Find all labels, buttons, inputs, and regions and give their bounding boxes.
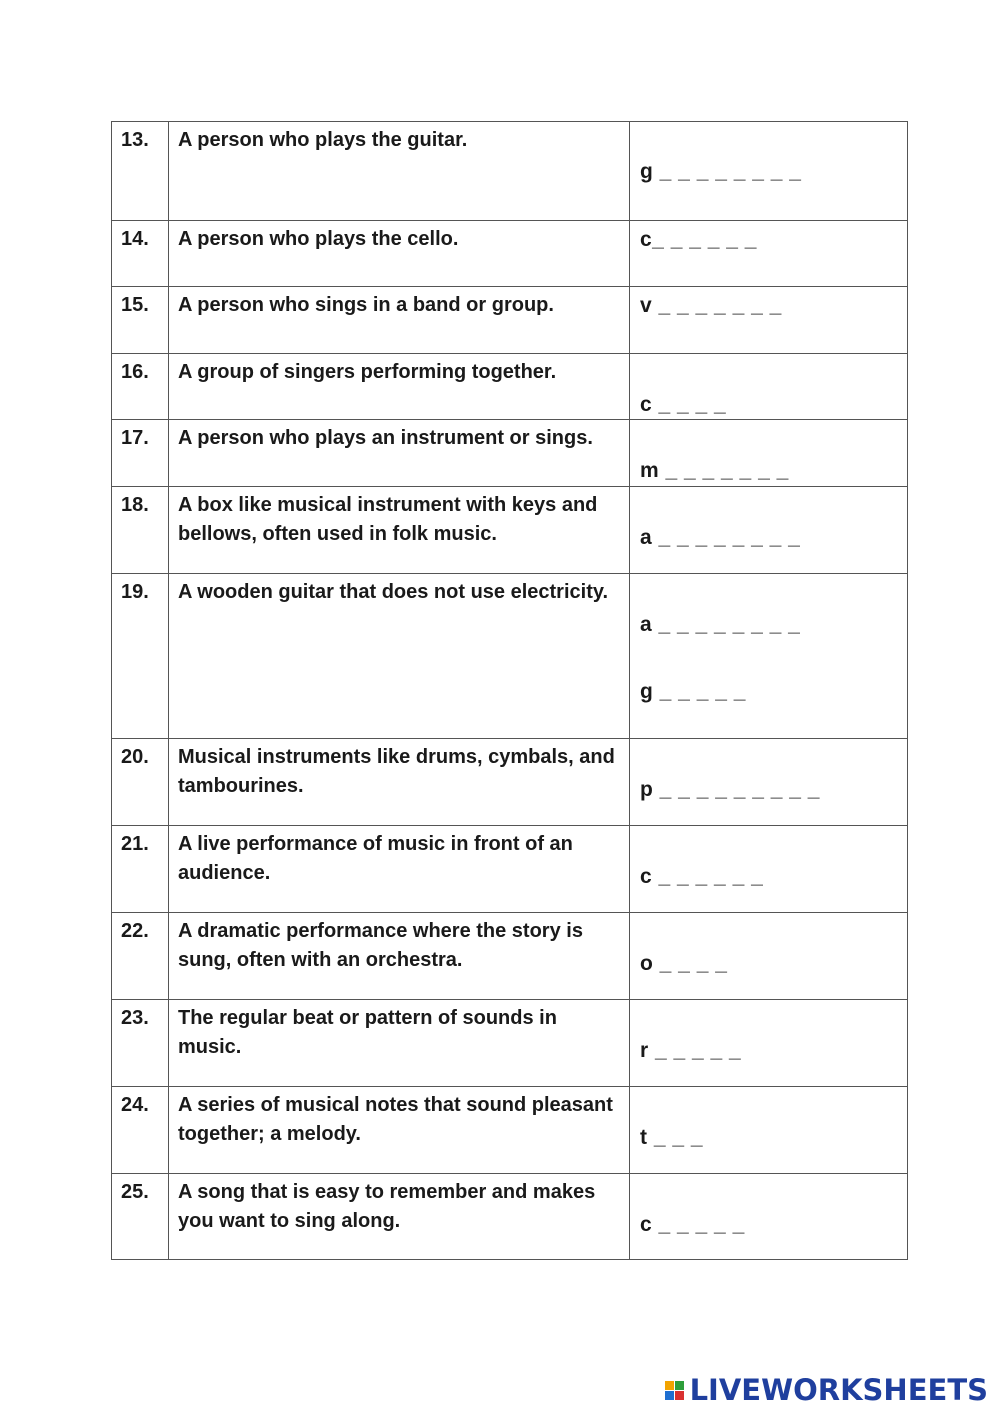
answer-cell [630, 420, 908, 487]
answer-cell [630, 913, 908, 1000]
answer-blank[interactable]: a _ _ _ _ _ _ _ _ [640, 613, 801, 636]
table-row [112, 739, 908, 826]
question-number: 24. [112, 1087, 169, 1174]
question-definition: A person who plays the cello. [169, 221, 630, 287]
table-row [112, 122, 908, 221]
answer-cell [630, 1174, 908, 1260]
liveworksheets-logo [665, 1370, 988, 1410]
worksheet-body [112, 122, 908, 1260]
question-definition: A dramatic performance where the story is sung, often with an orchestra. [169, 913, 630, 1000]
answer-blank[interactable]: g _ _ _ _ _ _ _ _ [640, 160, 802, 183]
answer-blank[interactable]: t _ _ _ [640, 1126, 704, 1149]
logo-square-4 [675, 1391, 684, 1400]
question-number: 13. [112, 122, 169, 221]
answer-blank[interactable]: a _ _ _ _ _ _ _ _ [640, 526, 801, 549]
question-definition: A song that is easy to remember and makes you want to sing along. [169, 1174, 630, 1260]
answer-blank[interactable]: c_ _ _ _ _ _ [640, 228, 757, 251]
question-number: 23. [112, 1000, 169, 1087]
answer-cell [630, 1087, 908, 1174]
question-definition: A series of musical notes that sound pleasant together; a melody. [169, 1087, 630, 1174]
question-number: 18. [112, 487, 169, 574]
question-definition: The regular beat or pattern of sounds in music. [169, 1000, 630, 1087]
answer-cell [630, 739, 908, 826]
table-row [112, 487, 908, 574]
worksheet-table [111, 121, 908, 1260]
question-definition: A person who plays the guitar. [169, 122, 630, 221]
answer-blank[interactable]: r _ _ _ _ _ [640, 1039, 742, 1062]
question-number: 16. [112, 354, 169, 420]
table-row [112, 1087, 908, 1174]
answer-blank[interactable]: c _ _ _ _ [640, 393, 727, 416]
question-definition: A wooden guitar that does not use electricity. [169, 574, 630, 739]
question-definition: Musical instruments like drums, cymbals, and tambourines. [169, 739, 630, 826]
question-number: 17. [112, 420, 169, 487]
table-row [112, 1174, 908, 1260]
question-definition: A box like musical instrument with keys and bellows, often used in folk music. [169, 487, 630, 574]
table-row [112, 913, 908, 1000]
question-number: 22. [112, 913, 169, 1000]
answer-cell [630, 221, 908, 287]
question-definition: A live performance of music in front of an audience. [169, 826, 630, 913]
answer-blank[interactable]: g _ _ _ _ _ [640, 680, 746, 703]
question-number: 21. [112, 826, 169, 913]
question-definition: A person who sings in a band or group. [169, 287, 630, 354]
answer-cell [630, 354, 908, 420]
table-row [112, 574, 908, 739]
question-definition: A group of singers performing together. [169, 354, 630, 420]
answer-cell [630, 122, 908, 221]
logo-square-3 [665, 1391, 674, 1400]
answer-cell [630, 574, 908, 739]
question-number: 25. [112, 1174, 169, 1260]
answer-blank[interactable]: c _ _ _ _ _ _ [640, 865, 764, 888]
answer-cell [630, 826, 908, 913]
question-number: 19. [112, 574, 169, 739]
table-row [112, 287, 908, 354]
question-number: 14. [112, 221, 169, 287]
answer-blank[interactable]: c _ _ _ _ _ [640, 1213, 745, 1236]
answer-cell [630, 487, 908, 574]
table-row [112, 826, 908, 913]
answer-blank[interactable]: p _ _ _ _ _ _ _ _ _ [640, 778, 820, 801]
answer-blank[interactable]: m _ _ _ _ _ _ _ [640, 459, 789, 482]
logo-text: LIVEWORKSHEETS [689, 1373, 988, 1407]
logo-square-1 [665, 1381, 674, 1390]
liveworksheets-logo-icon [665, 1381, 684, 1400]
table-row [112, 221, 908, 287]
answer-cell [630, 1000, 908, 1087]
question-number: 15. [112, 287, 169, 354]
question-number: 20. [112, 739, 169, 826]
answer-blank[interactable]: v _ _ _ _ _ _ _ [640, 294, 782, 317]
table-row [112, 420, 908, 487]
answer-cell [630, 287, 908, 354]
answer-blank[interactable]: o _ _ _ _ [640, 952, 728, 975]
table-row [112, 1000, 908, 1087]
question-definition: A person who plays an instrument or sings. [169, 420, 630, 487]
logo-square-2 [675, 1381, 684, 1390]
table-row [112, 354, 908, 420]
